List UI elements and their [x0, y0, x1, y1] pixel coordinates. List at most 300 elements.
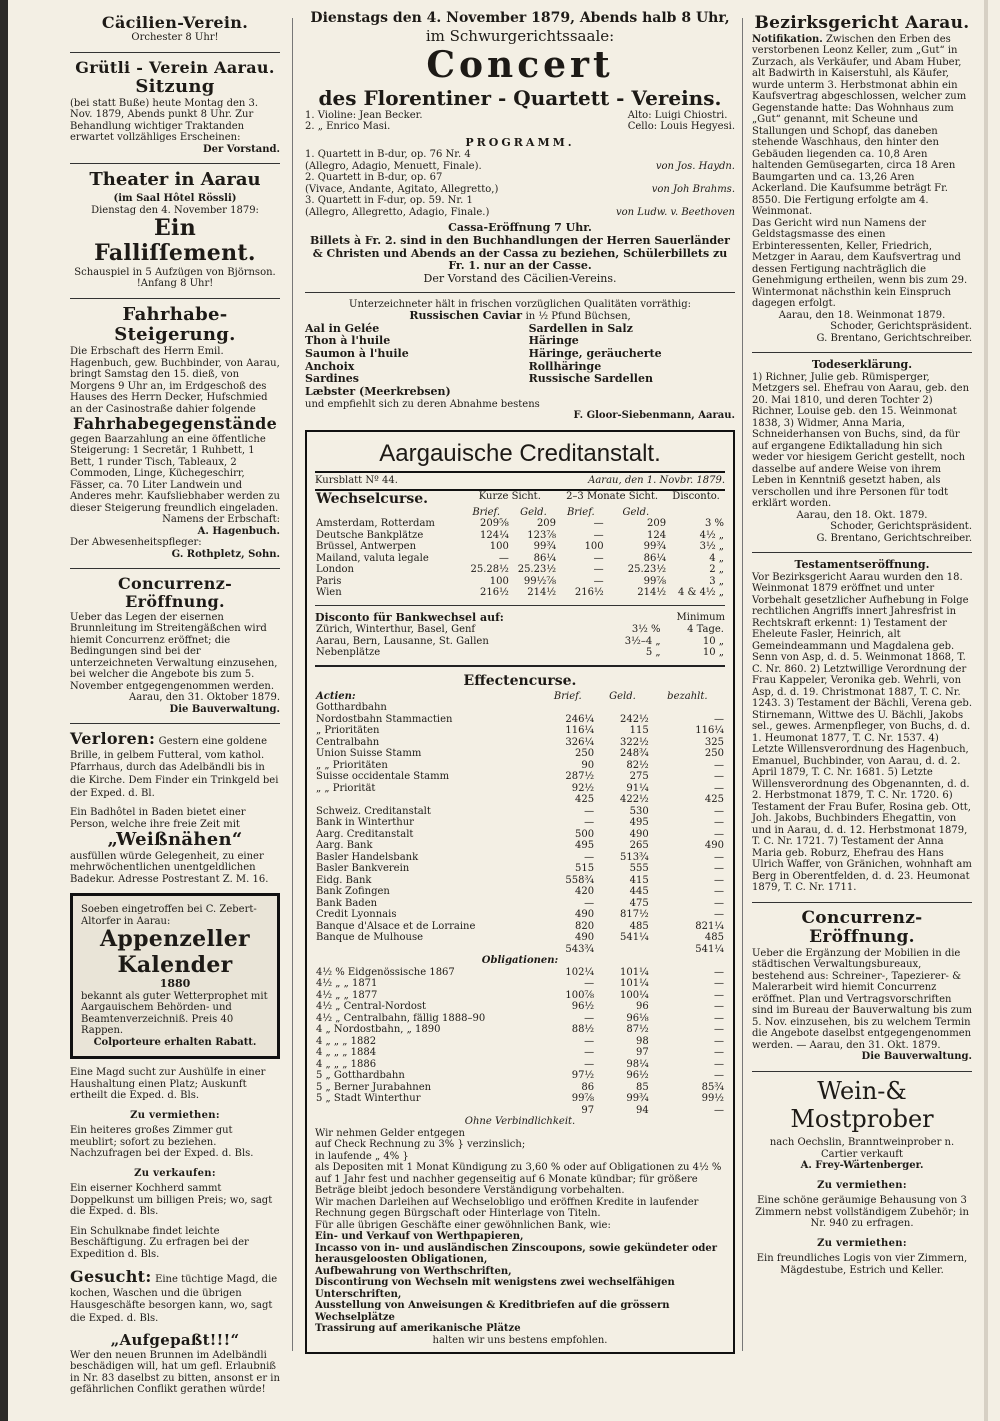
effect-row-value: —: [584, 817, 595, 829]
wechsel-row-label: Amsterdam, Rotterdam: [316, 518, 435, 530]
effect-row-value: 490: [575, 932, 595, 944]
oblig-row-label: 4½ „ Central-Nordost: [316, 1001, 427, 1013]
wechsel-row-value: 3 %: [704, 518, 724, 530]
verloren-notice: [70, 730, 280, 799]
wechsel-row-value: 123⅞: [527, 529, 557, 541]
fahrhabe-title: Fahrhabe-Steigerung.: [114, 303, 236, 346]
disconto-row-value: 3½–4 „: [624, 635, 661, 647]
effect-row: [315, 852, 725, 864]
concurrenz-left: [70, 575, 280, 715]
zins-line: Wir machen Darleihen auf Wechselobligo und eröffnen Kredite in laufender Rechnung gegen Bürgschaft oder Hinterlage von Titeln.: [315, 1196, 699, 1220]
caviar-left-item: Thon à l'huile: [305, 334, 391, 348]
concert-notice: [305, 10, 735, 286]
effect-row-value: 500: [575, 828, 595, 840]
zins-line: Wir nehmen Gelder entgegen: [315, 1127, 465, 1139]
disconto-row: [315, 624, 725, 636]
concert-program: [305, 149, 735, 218]
wechsel-row-value: —: [593, 564, 604, 576]
program-q2: 2. Quartett in B-dur, op. 67: [305, 172, 443, 184]
oblig-row-value: —: [714, 1024, 724, 1036]
oblig-row-value: 96: [636, 1001, 649, 1013]
wechsel-title: Wechselcurse.: [316, 490, 429, 507]
zins-line: Ein- und Verkauf von Werthpapieren,: [315, 1231, 524, 1243]
effect-row: [315, 760, 725, 772]
effect-row: [315, 748, 725, 760]
concert-subtitle: des Florentiner - Quartett - Vereins.: [318, 85, 722, 110]
effect-col-bezahlt: bezahlt.: [667, 690, 708, 702]
effect-row-label: Suisse occidentale Stamm: [316, 771, 450, 783]
wechsel-row-value: 2 „: [709, 564, 724, 576]
zins-line: Für alle übrigen Geschäfte einer gewöhnlichen Bank, wie:: [315, 1219, 611, 1231]
bezirk-sign2: G. Brentano, Gerichtschreiber.: [816, 332, 972, 344]
concurrenz-left-body: Ueber das Legen der eisernen Brunnleitung im Streitengäßchen wird hiemit Concurrenz eröffnet; die Bedingungen sind bei der unterzeichneten Verwaltung einzusehen, bei welcher die Angebote bis zum 5. November entgegengenommen werden.: [70, 611, 278, 692]
zins-line: in laufende „ 4% }: [315, 1150, 409, 1162]
theater-date: Dienstag den 4. November 1879:: [91, 204, 259, 216]
wein-title: Wein-& Mostprober: [790, 1076, 934, 1133]
oblig-row: [315, 1059, 725, 1071]
oblig-row-value: —: [714, 1035, 724, 1047]
caviar-left-item: Saumon à l'huile: [305, 347, 409, 360]
effect-row-value: 322½: [619, 736, 649, 748]
oblig-row-value: 94: [636, 1104, 649, 1116]
effect-row-value: 90: [581, 759, 595, 771]
actien-label: Actien:: [316, 690, 356, 702]
wechsel-row-value: —: [593, 575, 604, 587]
effect-row-value: 325: [704, 736, 724, 748]
wechsel-row-value: 86¼: [643, 552, 667, 564]
oblig-row: [315, 1024, 725, 1036]
effect-row-value: —: [714, 817, 724, 829]
disconto-row-value: 4 Tage.: [687, 624, 724, 636]
effect-row-label: „ „ Prioritäten: [316, 759, 388, 771]
wechsel-row-value: 216½: [574, 587, 604, 599]
oblig-row: [315, 1082, 725, 1094]
effect-row-value: [595, 702, 650, 714]
wechsel-col-kurz: Kurze Sicht.: [478, 490, 541, 502]
effect-row-value: 242½: [619, 713, 649, 725]
wechsel-row: [315, 564, 725, 576]
effect-row-label: Banque d'Alsace et de Lorraine: [316, 920, 476, 932]
oblig-row-value: —: [714, 989, 724, 1001]
wechsel-col-disc: Disconto.: [672, 490, 720, 502]
oblig-row-value: —: [714, 966, 724, 978]
effect-row: [315, 783, 725, 795]
effect-row-value: —: [714, 897, 724, 909]
effect-row: [315, 921, 725, 933]
program-q2b: (Vivace, Andante, Agitato, Allegretto,): [305, 183, 499, 195]
column-divider: [742, 18, 743, 1351]
effect-row: [315, 725, 725, 737]
oblig-row: [315, 1036, 725, 1048]
grutli-body: (bei statt Buße) heute Montag den 3. Nov. 1879, Abends punkt 8 Uhr. Zur Behandlung wichtiger Traktanden erwartet vollzähliges Erscheinen:: [70, 97, 259, 144]
kalender-title: Appenzeller Kalender: [100, 926, 250, 978]
wechsel-col-mon: 2–3 Monate Sicht.: [566, 490, 659, 502]
effect-row-value: —: [714, 886, 724, 898]
effect-row: [315, 875, 725, 887]
effect-row: [315, 771, 725, 783]
caviar-right-item: Häringe: [528, 334, 579, 348]
wechsel-row-value: —: [498, 552, 509, 564]
concurrenz-right-body: Ueber die Ergänzung der Mobilien in die städtischen Verwaltungsbureaux, bestehend aus: Schreiner-, Tapezierer- & Malerarbeit wird hiemit Concurrenz eröffnet. Plan und Vertragsvorschriften sind im Bureau der Bauverwaltung bis zum 5. Nov. einzusehen, bis zu welchem Termin die Angebote daselbst entgegengenommen werden. — Aarau, den 31. Okt. 1879.: [752, 947, 972, 1051]
kalender-body: bekannt als guter Wetterprophet mit Aargauischem Behörden- und Beamtenverzeichniß. Preis 40 Rappen.: [81, 990, 268, 1037]
disconto-row-label: Zürich, Winterthur, Basel, Genf: [316, 624, 476, 636]
effect-row-value: [541, 702, 596, 714]
wechsel-row-value: 214½: [527, 587, 557, 599]
fahrhabe-items-title: Fahrhabegegenstände: [72, 414, 278, 434]
effect-row-value: —: [714, 851, 724, 863]
todes-notice: [752, 359, 972, 544]
oblig-row: [315, 967, 725, 979]
effect-row-label: Credit Lyonnais: [316, 909, 397, 921]
effect-row-value: 445: [629, 886, 649, 898]
testament-title: Testamentseröffnung.: [794, 558, 930, 572]
concert-cassa: Cassa-Eröffnung 7 Uhr.: [448, 221, 592, 235]
concurrenz-right: [752, 909, 972, 1063]
wechsel-row-value: —: [593, 529, 604, 541]
wechsel-row-value: —: [593, 552, 604, 564]
effect-row-value: 287½: [565, 771, 595, 783]
oblig-row-value: 85¾: [701, 1081, 724, 1093]
effect-row-label: Eidg. Bank: [316, 874, 372, 886]
wechsel-row-value: 25.23½: [627, 564, 667, 576]
concert-sign: Der Vorstand des Cäcilien-Vereins.: [423, 271, 617, 285]
effect-row: [315, 932, 725, 944]
effect-row-value: 92½: [571, 782, 595, 794]
wechsel-row-value: 99½⅞: [523, 575, 557, 587]
effect-row-value: 490: [575, 909, 595, 921]
effect-row-value: 82½: [626, 759, 649, 771]
concert-venue: im Schwurgerichtssaale:: [425, 27, 615, 46]
oblig-row-value: 96½: [571, 1001, 595, 1013]
effect-row-label: Aarg. Creditanstalt: [316, 828, 414, 840]
oblig-row: [315, 1013, 725, 1025]
effect-row-value: —: [714, 909, 724, 921]
effect-row-value: —: [714, 713, 724, 725]
oblig-row-label: 5 „ Stadt Winterthur: [316, 1093, 421, 1105]
effect-row: [315, 863, 725, 875]
wechsel-row-value: 216½: [480, 587, 509, 599]
effect-row-value: 543¾: [565, 943, 595, 955]
effect-row-value: 116¼: [565, 725, 595, 737]
oblig-row-value: —: [584, 1047, 595, 1059]
verkaufen-body: Ein eiserner Kochherd sammt Doppelkunst um billigen Preis; wo, sagt die Exped. d. Bls.: [70, 1183, 273, 1218]
program-q1b: (Allegro, Adagio, Menuett, Finale).: [305, 160, 482, 172]
fahrhabe-intro: Die Erbschaft des Herrn Emil. Hagenbuch, gew. Buchbinder, von Aarau, bringt Samstag den 15. dieß, von Morgens 9 Uhr an, im Erdgeschoß des Hauses des Herrn Decker, Hufschmied an der Casinostraße dahier folgende: [70, 346, 280, 415]
kalender-year: 1880: [159, 977, 191, 991]
disconto-row-label: Aarau, Bern, Lausanne, St. Gallen: [316, 635, 489, 647]
concurrenz-left-title: Concurrenz-Eröffnung.: [117, 574, 233, 612]
oblig-row-value: 100¼: [619, 989, 649, 1001]
credit-zins: [315, 1128, 725, 1347]
weisznaehen-title: „Weißnähen“: [107, 829, 243, 851]
credit-unverb: Ohne Verbindlichkeit.: [464, 1116, 576, 1128]
effect-row-value: [650, 702, 725, 714]
oblig-row-value: 99¾: [626, 1093, 649, 1105]
wechsel-row-label: Wien: [316, 587, 342, 599]
grutli-title: Grütli - Verein Aarau.: [75, 57, 275, 77]
concert-date: Dienstags den 4. November 1879, Abends halb 8 Uhr,: [310, 10, 730, 26]
wechsel-row-value: 99¾: [643, 541, 667, 553]
fahrhabe-notice: [70, 305, 280, 560]
effect-row: [315, 794, 725, 806]
effect-row-value: 250: [575, 748, 595, 760]
effect-row-value: 558¾: [565, 874, 595, 886]
zins-line: Aufbewahrung von Werthschriften,: [315, 1265, 512, 1277]
oblig-row-label: 4½ „ Centralbahn, fällig 1888–90: [316, 1012, 486, 1024]
effect-row-label: Banque de Mulhouse: [316, 932, 424, 944]
effect-row-value: 326¼: [565, 736, 595, 748]
oblig-row-value: 96⅛: [626, 1012, 649, 1024]
concurrenz-left-sign: Die Bauverwaltung.: [169, 703, 280, 715]
oblig-row-value: —: [584, 978, 595, 990]
concurrenz-right-sign: Die Bauverwaltung.: [861, 1051, 972, 1063]
caviar-ad: [305, 299, 735, 422]
concurrenz-left-date: Aarau, den 31. Oktober 1879.: [129, 692, 280, 704]
oblig-row: [315, 978, 725, 990]
page-fold: [984, 0, 988, 1421]
oblig-row-value: —: [714, 1104, 724, 1116]
effect-row-label: Basler Bankverein: [316, 863, 410, 875]
effect-row-label: Nordostbahn Stammactien: [316, 713, 453, 725]
wechsel-row-value: 4 „: [709, 552, 724, 564]
effect-row-label: Union Suisse Stamm: [316, 748, 422, 760]
caviar-left-item: Sardines: [305, 372, 359, 386]
wein-body: nach Oechslin, Branntweinprober n. Cartier verkauft: [769, 1137, 955, 1160]
wechsel-row: [315, 541, 725, 553]
bezirk-date: Aarau, den 18. Weinmonat 1879.: [778, 309, 946, 321]
wechsel-row-value: 214½: [637, 587, 667, 599]
effect-row-value: —: [714, 782, 724, 794]
oblig-row-value: 97: [636, 1047, 649, 1059]
wechsel-row: [315, 576, 725, 588]
wechsel-row-value: 209: [646, 518, 667, 530]
left-column: [70, 10, 280, 1404]
grutli-notice: [70, 59, 280, 156]
effect-row-label: [315, 794, 541, 806]
caviar-right-item: Häringe, geräucherte: [528, 347, 662, 360]
zins-line: Incasso von in- und ausländischen Zinscoupons, sowie gekündeter oder herausgeloosten Obligationen,: [315, 1242, 718, 1266]
oblig-row-value: 99⅞: [571, 1093, 595, 1105]
wechsel-row-label: Brüssel, Antwerpen: [316, 541, 417, 553]
caviar-right-item: Rollhäringe: [528, 359, 602, 373]
oblig-row-label: 4 „ „ „ 1884: [316, 1047, 377, 1059]
credit-date: Aarau, den 1. Novbr. 1879.: [588, 475, 725, 487]
disconto-row: [315, 636, 725, 648]
oblig-row-label: 4½ „ „ 1877: [316, 989, 378, 1001]
wechsel-table: [315, 491, 725, 599]
oblig-row: [315, 1105, 725, 1117]
fahrhabe-sign2: A. Hagenbuch.: [197, 525, 280, 537]
caviar-left-item: Aal in Gelée: [305, 321, 380, 335]
effect-row-value: 530: [629, 805, 649, 817]
oblig-row-value: 101¼: [619, 966, 649, 978]
effect-row: [315, 829, 725, 841]
wechsel-row-label: London: [316, 564, 354, 576]
theater-location: (im Saal Hôtel Rössli): [113, 193, 237, 205]
oblig-row-value: 85: [636, 1081, 649, 1093]
vermieten-right2-body: Ein freundliches Logis von vier Zimmern, Mägdestube, Estrich und Keller.: [756, 1253, 968, 1276]
oblig-row-label: 4½ % Eidgenössische 1867: [316, 966, 455, 978]
wechsel-row: [315, 587, 725, 599]
oblig-row-value: —: [714, 1070, 724, 1082]
concert-violin1: 1. Violine: Jean Becker.: [305, 109, 423, 121]
kalender-top: Soeben eingetroffen bei C. Zebert-Altorfer in Aarau:: [81, 904, 257, 927]
effect-row-value: 265: [629, 840, 649, 852]
caviar-right-item: Russische Sardellen: [528, 372, 653, 386]
theater-title: Theater in Aarau: [89, 169, 261, 191]
effect-col-geld: Geld.: [609, 690, 636, 702]
disconto-table: [315, 624, 725, 659]
aufgepasst-title: „Aufgepaßt!!!“: [110, 1331, 240, 1350]
effect-row-label: Aarg. Bank: [316, 840, 373, 852]
oblig-row-value: 86: [581, 1081, 595, 1093]
aufgepasst-body: Wer den neuen Brunnen im Adelbändli beschädigen will, hat um gefl. Erlaubniß in Nr. 83 daselbst zu bitten, ansonst er in gefährlichen Conflikt gerathen würde!: [70, 1349, 280, 1396]
caviar-left-item: Anchoix: [305, 359, 355, 373]
wechsel-row-value: —: [593, 518, 604, 530]
zins-line: Trassirung auf amerikanische Plätze: [315, 1323, 521, 1335]
effect-row-value: —: [584, 897, 595, 909]
disconto-row-value: 10 „: [702, 647, 724, 659]
oblig-row: [315, 1001, 725, 1013]
wechsel-row-value: 100: [489, 575, 509, 587]
effect-row-value: 246¼: [565, 713, 595, 725]
wechsel-row-value: 25.28½: [470, 564, 509, 576]
theater-start: !Anfang 8 Uhr!: [136, 278, 214, 290]
effect-row-value: 485: [629, 920, 649, 932]
effect-row-value: —: [714, 874, 724, 886]
oblig-row-value: —: [714, 1001, 724, 1013]
oblig-row-label: 4½ „ „ 1871: [316, 978, 378, 990]
fahrhabe-sign3: Der Abwesenheitspfleger:: [70, 537, 202, 549]
effect-row: [315, 944, 725, 956]
oblig-row-value: 96½: [626, 1070, 649, 1082]
oblig-row-value: —: [584, 1012, 595, 1024]
effect-row-value: 821¼: [695, 920, 724, 932]
wein-ad: [752, 1078, 972, 1172]
effect-row-label: Basler Handelsbank: [316, 851, 419, 863]
oblig-row-label: 5 „ Gotthardbahn: [316, 1070, 405, 1082]
kalender-ad: [70, 893, 280, 1059]
disconto-row-label: Nebenplätze: [316, 647, 381, 659]
effect-row-value: 513¾: [619, 851, 649, 863]
concert-title: Concert: [426, 44, 614, 87]
bezirk-notif: Notifikation.: [752, 33, 823, 45]
effect-row-value: 495: [575, 840, 595, 852]
wechsel-row-value: 209⅝: [480, 518, 509, 530]
effect-row-value: 541¼: [695, 943, 724, 955]
effect-row-label: Bank Zofingen: [316, 886, 390, 898]
oblig-row-label: [315, 1105, 541, 1117]
gesucht-body: Eine tüchtige Magd, die kochen, Waschen und die übrigen Hausgeschäfte besorgen kann, wo, sagt die Exped. d. Bls.: [70, 1274, 278, 1324]
effect-row-value: —: [714, 759, 724, 771]
wechsel-row-value: 3½ „: [699, 541, 724, 553]
oblig-row-value: —: [714, 1047, 724, 1059]
effect-row-value: —: [584, 805, 595, 817]
effect-table: [315, 691, 725, 1117]
effect-row: [315, 702, 725, 714]
wechsel-row: [315, 530, 725, 542]
wechsel-row-value: 99¾: [533, 541, 557, 553]
oblig-row: [315, 1070, 725, 1082]
concert-billets: Billets à Fr. 2. sind in den Buchhandlungen der Herren Sauerländer & Christen und Abends an der Cassa zu beziehen, Schülerbillets zu Fr. 1. nur an der Casse.: [310, 234, 730, 273]
kalender-foot: Colporteure erhalten Rabatt.: [93, 1036, 257, 1048]
weisznaehen-body: Ein Badhôtel in Baden bietet einer Person, welche ihre freie Zeit mit: [70, 807, 246, 830]
caviar-sign: F. Gloor-Siebenmann, Aarau.: [573, 410, 735, 422]
zins-line: als Depositen mit 1 Monat Kündigung zu 3,60 % oder auf Obligationen zu 4½ % auf 1 Jahr fest und nachher gegenseitig auf 6 Monate kündbar; für größere Beträge bleibt jedoch besondere Verständigung vorbehalten.: [315, 1162, 722, 1197]
caecilien-notice: [70, 14, 280, 44]
caviar-intro: Unterzeichneter hält in frischen vorzüglichen Qualitäten vorräthig:: [349, 298, 691, 310]
effect-row: [315, 806, 725, 818]
theater-play: Ein Falliſſement.: [94, 215, 256, 267]
wechsel-row-value: 124: [646, 529, 667, 541]
oblig-row-value: 98: [636, 1035, 649, 1047]
concurrenz-right-title: Concurrenz-Eröffnung.: [801, 907, 923, 948]
oblig-row-label: 5 „ Berner Jurabahnen: [316, 1081, 432, 1093]
zins-line: halten wir uns bestens empfohlen.: [432, 1334, 608, 1346]
effect-row-value: 555: [629, 863, 649, 875]
oblig-row: [315, 1093, 725, 1105]
verkaufen-title: Zu verkaufen:: [134, 1167, 216, 1179]
magd-ad: Eine Magd sucht zur Aushülfe in einer Haushaltung einen Platz; Auskunft ertheilt die Exped. d. Bls.: [70, 1067, 266, 1102]
wechsel-row-label: Deutsche Bankplätze: [316, 529, 424, 541]
effect-row: [315, 714, 725, 726]
effect-row-value: 115: [629, 725, 649, 737]
caviar-right-item: Sardellen in Salz: [528, 321, 633, 335]
effect-row: [315, 840, 725, 852]
vermieten-right2-title: Zu vermiethen:: [817, 1237, 907, 1249]
wechsel-row-value: 4½ „: [699, 529, 724, 541]
program-q1: 1. Quartett in B-dur, op. 76 Nr. 4: [305, 149, 471, 161]
wechsel-row: [315, 518, 725, 530]
caviar-left-item: Læbster (Meerkrebsen): [305, 384, 451, 398]
wechsel-col-brief: Brief.: [566, 506, 595, 518]
zins-line: Ausstellung von Anweisungen & Kreditbriefen auf die grössern Wechselplätze: [315, 1300, 670, 1323]
effect-title: Effectencurse.: [463, 672, 577, 689]
oblig-row-label: 4 „ Nordostbahn, „ 1890: [316, 1024, 441, 1036]
effect-row-value: 820: [575, 920, 595, 932]
credit-kursblatt: Kursblatt Nº 44.: [315, 475, 398, 487]
oblig-row-value: 99½: [701, 1093, 724, 1105]
weisznaehen-notice: [70, 807, 280, 885]
zins-line: auf Check Rechnung zu 3% } verzinslich;: [315, 1139, 526, 1151]
concert-violin2: 2. „ Enrico Masi.: [305, 121, 391, 133]
oblig-row-value: —: [714, 1012, 724, 1024]
wechsel-col-geld: Geld.: [520, 506, 547, 518]
bezirk-title: Bezirksgericht Aarau.: [754, 13, 970, 33]
concert-alto: Alto: Luigi Chiostri.: [627, 109, 728, 121]
caviar-title: Russischen Caviar: [409, 309, 523, 323]
effect-row-value: 415: [629, 874, 649, 886]
oblig-row: [315, 1047, 725, 1059]
effect-row-value: —: [714, 863, 724, 875]
disconto-min: Minimum: [676, 611, 725, 623]
schulknabe-ad: Ein Schulknabe findet leichte Beschäftigung. Zu erfragen bei der Expedition d. Bls.: [70, 1225, 249, 1260]
oblig-row-value: 97½: [571, 1070, 595, 1082]
effect-row-label: „ Prioritäten: [316, 725, 380, 737]
disconto-title: Disconto für Bankwechsel auf:: [315, 610, 504, 624]
effect-row-value: 485: [704, 932, 724, 944]
testament-body: Vor Bezirksgericht Aarau wurden den 18. Weinmonat 1879 eröffnet und unter Vorbehalt gesetzlicher Aufhebung in Folge rechtlichen Angriffs innert Jahresfrist in Rechtskraft erkennt: 1) Testament der Eheleute Fasler, Heinrich, alt Gemeindeammann und Magdalena geb. Senn von Asp, d. d. 5. Weinmonat 1868, T. C. Nr. 860. 2) Letztwillige Verordnung der Frau Kappeler, Veronika geb. Wehrli, von Asp, d. d. 19. Christmonat 1887, T. C. Nr. 1243. 3) Testament der Bächli, Verena geb. Stirnemann, Wittwe des U. Bächli, Jakobs sel., gewes. Armenpfleger, von Buchs, d. d. 1. Heumonat 1877, T. C. Nr. 1537. 4) Letzte Willensverordnung des Hagenbuch, Emanuel, Buchbinder, von Aarau, d. d. 2. April 1879, T. C. Nr. 1681. 5) Letzte Willensverordnung des Obgenannten, d. d. 2. Herbstmonat 1879, T. C. Nr. 1720. 6) Testament der Frau Bufer, Rosina geb. Ott, Joh. Jakobs, Buchbinders Ehegattin, von und in Aarau, d. d. 12. Herbstmonat 1879, T. C. Nr. 1721. 7) Testament der Anna Maria geb. Roburz, Ehefrau des Hans Ulrich Waffer, von Gränichen, wohnhaft am Berg in Oberentfelden, d. d. 23. Heumonat 1879, T. C. Nr. 1711.: [752, 571, 972, 894]
effect-row-label: Centralbahn: [316, 736, 380, 748]
effect-row-value: 420: [575, 886, 595, 898]
effect-row: [315, 898, 725, 910]
effect-row-value: 515: [575, 863, 595, 875]
column-divider: [292, 18, 293, 1351]
wechsel-row-value: 25.23½: [517, 564, 557, 576]
caviar-title-tail: in ½ Pfund Büchsen,: [525, 311, 631, 323]
caecilien-title: Cäcilien-Verein.: [101, 13, 249, 32]
wechsel-row-value: 100: [489, 541, 509, 553]
